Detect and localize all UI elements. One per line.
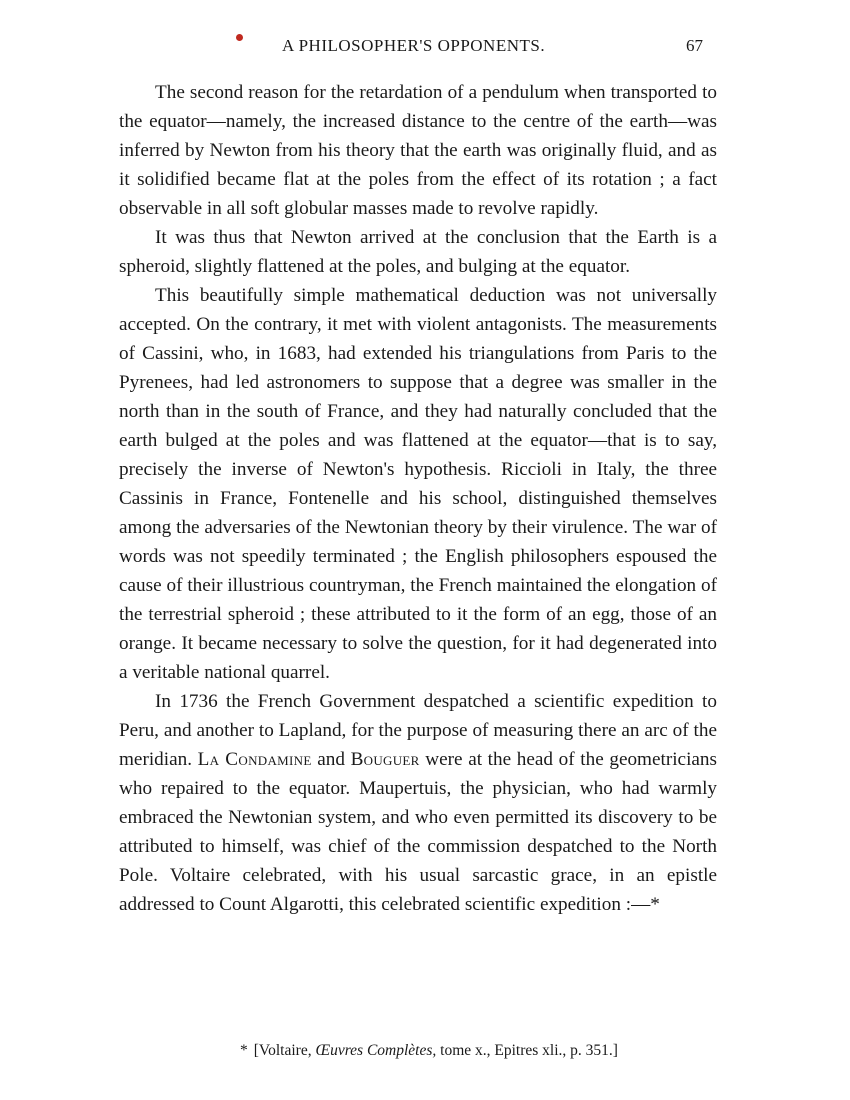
page-number: 67 [686,36,703,55]
paragraph-expedition-text-before: In 1736 the French Government despatched a scientific expedition to Peru, and another to Lapland, for the purpose of measuring there an arc of the meridian. [119,691,717,770]
footnote-text-before: [Voltaire, [253,1042,316,1059]
paragraph-antagonists: This beautifully simple mathematical deduction was not universally accepted. On the contrary, it met with violent antagonists. The measurements of Cassini, who, in 1683, had extended his triangulations from Paris to the Pyrenees, had led astronomers to suppose that a degree was smaller in the north than in the south of France, and they had naturally concluded that the earth bulged at the poles and was flattened at the equator—that is to say, precisely the inverse of Newton's hypothesis. Riccioli in Italy, the three Cassinis in France, Fontenelle and his school, distinguished themselves among the adversaries of the Newtonian theory by their virulence. The war of words was not speedily terminated ; the English philosophers espoused the cause of their illustrious countryman, the French maintained the elongation of the terrestrial spheroid ; these attributed to it the form of an egg, those of an orange. It became necessary to solve the question, for it had degenerated into a veritable national quarrel. [119,285,717,683]
paragraph-spheroid: It was thus that Newton arrived at the conclusion that the Earth is a spheroid, slightly flattened at the poles, and bulging at the equator. [119,227,717,277]
name-bouguer: Bouguer [350,749,420,770]
running-title: A PHILOSOPHER'S OPPONENTS. [282,36,546,55]
footnote-text-after: tome x., Epitres xli., p. 351.] [436,1042,618,1059]
footnote-marker: * [240,1042,248,1059]
paragraph-expedition-text-after: were at the head of the geometricians who repaired to the equator. Maupertuis, the physician, who had warmly embraced the Newtonian system, and who even permitted its discovery to be attributed to himself, was chief of the commission despatched to the North Pole. Voltaire celebrated, with his usual sarcastic grace, in an epistle addressed to Count Algarotti, this celebrated scientific expedition :—* [119,749,717,915]
paragraph-expedition-text-middle: and [311,749,351,770]
paragraph-expedition [119,687,717,919]
paragraph-pendulum: The second reason for the retardation of a pendulum when transported to the equator—namely, the increased distance to the centre of the earth—was inferred by Newton from his theory that the earth was originally fluid, and as it solidified became flat at the poles from the effect of its rotation ; a fact observable in all soft globular masses made to revolve rapidly. [119,82,717,219]
footnote-work-title: Œuvres Complètes, [315,1042,437,1059]
running-head [0,36,850,60]
body-text [119,78,717,919]
footnote [240,1042,618,1060]
name-la-condamine: La Condamine [197,749,312,770]
